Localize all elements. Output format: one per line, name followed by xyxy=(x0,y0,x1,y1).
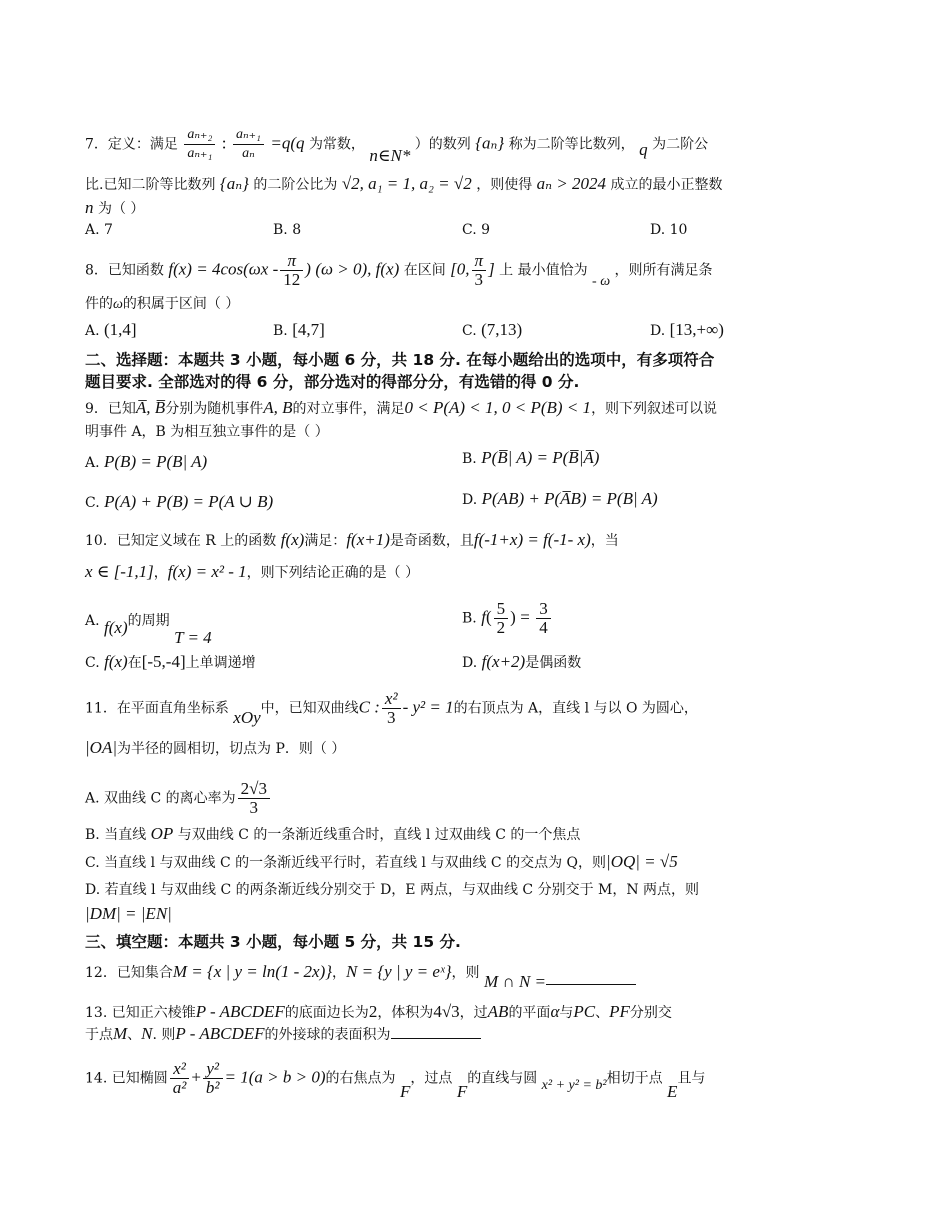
q8-option-a[interactable]: A. (1,4] xyxy=(85,320,137,339)
q9-stem-line1: 9．已知A̅, B̅分别为随机事件A, B的对立事件，满足0 < P(A) < 1, 0 < P(B) < 1，则下列叙述可以说 xyxy=(85,398,718,417)
q7-option-a[interactable]: A. 7 xyxy=(85,222,113,238)
q10-option-a[interactable]: A. f(x)的周期 T = 4 xyxy=(85,613,212,647)
q9-option-d[interactable]: D. P(AB) + P(A̅B) = P(B| A) xyxy=(462,489,658,508)
q9-option-a[interactable]: A. P(B) = P(B| A) xyxy=(85,452,208,471)
q13-stem-line2: 于点M、N. 则P - ABCDEF的外接球的表面积为 xyxy=(85,1022,813,1047)
q7-fraction-2: $\frac{\text{aₙ₊₁}}{\text{aₙ}}$ xyxy=(233,126,264,163)
q8-option-c[interactable]: C. (7,13) xyxy=(462,320,523,339)
q7-option-d[interactable]: D. 10 xyxy=(650,222,688,238)
q9-stem-line2: 明事件 A，B 为相互独立事件的是（ ） xyxy=(85,424,329,440)
section2-heading-line2: 题目要求. 全部选对的得 6 分，部分选对的得部分分，有选错的得 0 分. xyxy=(85,373,580,391)
q14-fraction-y2-b2: $\frac{\text{y²}}{\text{b²}}$ xyxy=(203,1060,223,1097)
q8-fraction-pi-3: $\frac{\pi}{3}$ xyxy=(472,252,487,289)
q8-stem-line1: 8．已知函数 f(x) = 4cos(ωx - $\frac{\pi}{12}$ ) (ω > 0), f(x) 在区间 [0, $\frac{\pi}{3}$ ] 上 最小值恰为 - ω ，则所有满足条 xyxy=(85,251,713,289)
q11-option-d[interactable]: D. 若直线 l 与双曲线 C 的两条渐近线分别交于 D，E 两点，与双曲线 C 分别交于 M，N 两点，则 xyxy=(85,882,700,898)
q11-option-d-math: |DM| = |EN| xyxy=(85,904,172,923)
q10-stem-line1: 10．已知定义域在 R 上的函数 f(x)满足：f(x+1)是奇函数，且f(-1+x) = f(-1- x)，当 xyxy=(85,530,619,549)
q10-fraction-5-2: $\frac{5}{2}$ xyxy=(494,600,509,637)
q7-stem-line2: 比.已知二阶等比数列 {aₙ} 的二阶公比为 √2, a₁ = 1, a₂ = √2 ，则使得 aₙ > 2024 成立的最小正整数 xyxy=(85,174,723,193)
q11-option-c[interactable]: C. 当直线 l 与双曲线 C 的一条渐近线平行时，若直线 l 与双曲线 C 的交点为 Q，则|OQ| = √5 xyxy=(85,852,678,871)
q8-option-d[interactable]: D. [13,+∞) xyxy=(650,320,724,339)
q11-stem-line2: |OA|为半径的圆相切，切点为 P．则（ ） xyxy=(85,738,346,757)
q11-option-a[interactable]: A. 双曲线 C 的离心率为 $\frac{2√3}{3}$ xyxy=(85,780,272,817)
q7-option-b[interactable]: B. 8 xyxy=(273,222,302,238)
q10-option-b[interactable]: B. f( $\frac{5}{2}$ ) = $\frac{3}{4}$ xyxy=(462,600,553,637)
q10-stem-line2: x ∈ [-1,1]，f(x) = x² - 1，则下列结论正确的是（ ） xyxy=(85,562,420,581)
q8-stem-line2: 件的ω的积属于区间（ ） xyxy=(85,296,240,312)
q8-option-b[interactable]: B. [4,7] xyxy=(273,320,325,339)
q10-option-c[interactable]: C. f(x)在[-5,-4]上单调递增 xyxy=(85,652,256,671)
q11-fraction-eccentricity: $\frac{2√3}{3}$ xyxy=(238,780,270,817)
section3-heading: 三、填空题：本题共 3 小题，每小题 5 分，共 15 分. xyxy=(85,933,461,951)
q8-fraction-pi-12: $\frac{\pi}{12}$ xyxy=(280,252,303,289)
q10-option-d[interactable]: D. f(x+2)是偶函数 xyxy=(462,652,582,671)
q7-stem-line1: 7．定义：满足 $\frac{\text{aₙ₊₂}}{\text{aₙ₊₁}}$ : $\frac{\text{aₙ₊₁}}{\text{aₙ}}$ =q(q 为常数， n∈N* ）的数列 {aₙ} 称为二阶等比数列， q 为二阶公 xyxy=(85,127,709,165)
q12-answer-blank[interactable] xyxy=(546,972,636,985)
q14-stem: 14. 已知椭圆 $\frac{\text{x²}}{\text{a²}}$ + $\frac{\text{y²}}{\text{b²}}$ = 1(a > b > 0)的右焦点为 F，过点 F的直线与圆 x² + y² = b²相切于点 E且与 xyxy=(85,1059,706,1101)
q10-fraction-3-4: $\frac{3}{4}$ xyxy=(536,600,551,637)
q11-fraction-x2-3: $\frac{\text{x²}}{3}$ xyxy=(382,690,401,727)
section2-heading-line1: 二、选择题：本题共 3 小题，每小题 6 分，共 18 分. 在每小题给出的选项中，有多项符合 xyxy=(85,351,715,369)
q7-text: 7．定义：满足 xyxy=(85,136,178,153)
q7-fraction-1: $\frac{\text{aₙ₊₂}}{\text{aₙ₊₁}}$ xyxy=(184,126,215,163)
q11-option-b[interactable]: B. 当直线 OP 与双曲线 C 的一条渐近线重合时，直线 l 过双曲线 C 的一个焦点 xyxy=(85,824,581,843)
q14-fraction-x2-a2: $\frac{\text{x²}}{\text{a²}}$ xyxy=(170,1060,190,1097)
q7-stem-line3: n 为（ ） xyxy=(85,198,145,217)
q11-stem-line1: 11．在平面直角坐标系 xOy中，已知双曲线C : $\frac{\text{x²}}{3}$ - y² = 1的右顶点为 A，直线 l 与以 O 为圆心， xyxy=(85,689,698,727)
q13-stem-line1: 13. 已知正六棱锥P - ABCDEF的底面边长为2，体积为4√3，过AB的平面α与PC、PF分别交 xyxy=(85,1002,672,1021)
q13-answer-blank[interactable] xyxy=(391,1026,481,1039)
q7-option-c[interactable]: C. 9 xyxy=(462,222,491,238)
q12-stem: 12．已知集合M = {x | y = ln(1 - 2x)}，N = {y | y = eˣ}，则 M ∩ N = xyxy=(85,960,813,985)
q9-option-c[interactable]: C. P(A) + P(B) = P(A ∪ B) xyxy=(85,492,274,511)
q9-option-b[interactable]: B. P(B̅| A) = P(B̅|A̅) xyxy=(462,448,600,467)
